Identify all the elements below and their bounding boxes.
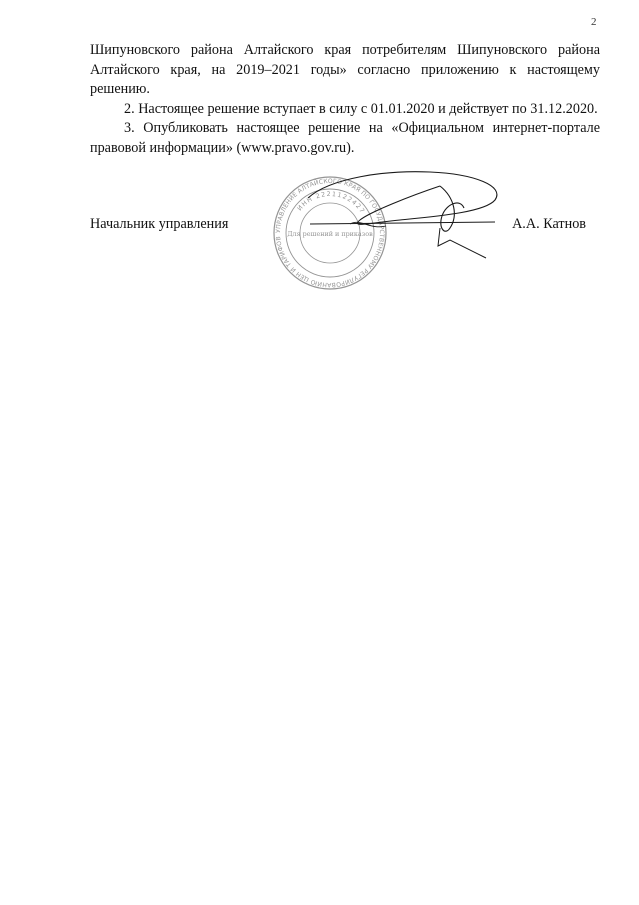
- stamp-outer-text: УПРАВЛЕНИЕ АЛТАЙСКОГО КРАЯ ПО ГОСУДАРСТВЕННОМУ РЕГУЛИРОВАНИЮ ЦЕН И ТАРИФОВ: [274, 177, 386, 289]
- signer-name: А.А. Катнов: [512, 216, 586, 232]
- paragraph-effective-date: 2. Настоящее решение вступает в силу с 01.01.2020 и действует по 31.12.2020.: [124, 100, 598, 117]
- stamp-inn-text: ИНН 2221122427: [296, 190, 367, 216]
- signature-block: [90, 216, 600, 238]
- document-body: [90, 41, 600, 159]
- page-number: 2: [591, 16, 597, 28]
- paragraph-continuation: Шипуновского района Алтайского края потребителям Шипуновского района Алтайского края, на 2019–2021 годы» согласно приложению к настоящему решению.: [90, 42, 600, 98]
- paragraph-publication: 3. Опубликовать настоящее решение на «Официальном интернет-портале правовой информации» (www.pravo.gov.ru).: [90, 120, 600, 156]
- stamp-center-text: Для решений и приказов: [287, 230, 373, 238]
- handwritten-signature: [290, 168, 510, 260]
- signer-title: Начальник управления: [90, 216, 229, 232]
